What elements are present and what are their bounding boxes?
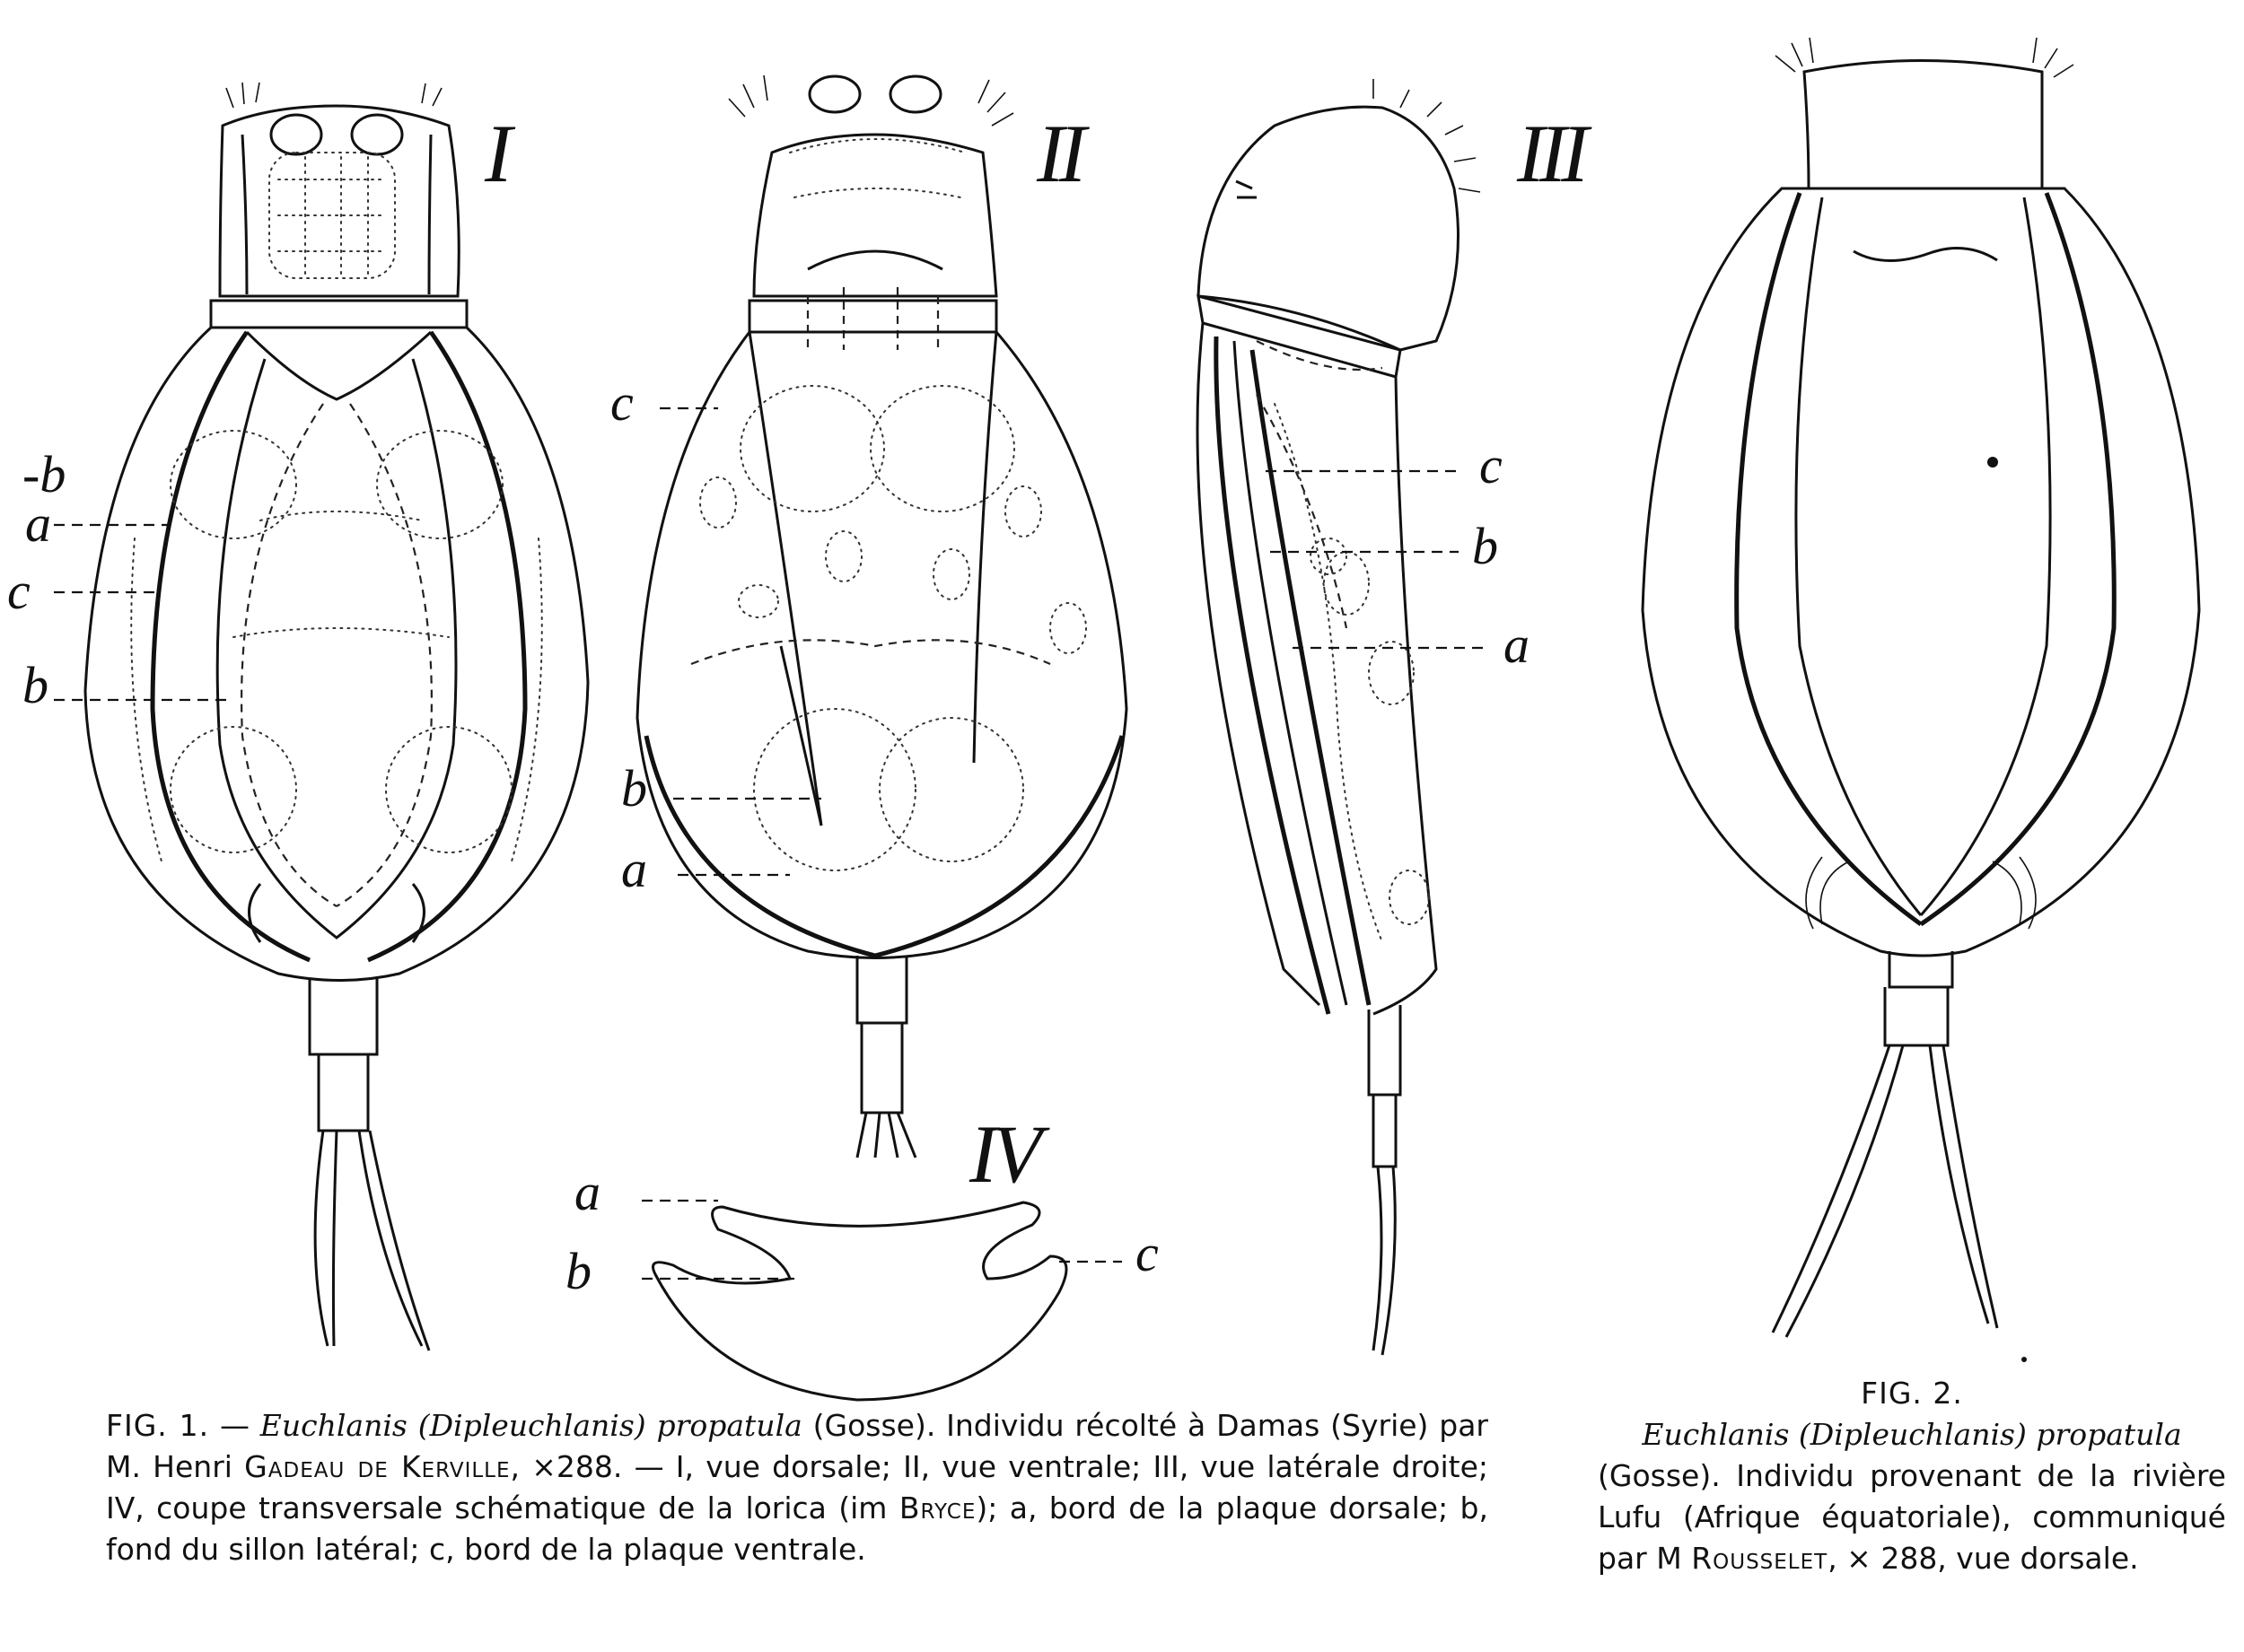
view-3-letter-a: a bbox=[1503, 616, 1530, 674]
view-2-label: II bbox=[1037, 108, 1082, 199]
view-4-letter-c: c bbox=[1135, 1224, 1159, 1282]
view-1-letter-b: b bbox=[22, 656, 48, 714]
view-2-ventral-drawing bbox=[637, 75, 1126, 1158]
view-4-letter-b: b bbox=[565, 1242, 592, 1300]
view-2-letter-c: c bbox=[610, 373, 634, 432]
caption-fig-1-collector: Gadeau de Kerville bbox=[244, 1449, 511, 1484]
view-4-letter-a: a bbox=[574, 1163, 600, 1221]
caption-fig-1-number: FIG. 1. bbox=[106, 1408, 210, 1443]
view-3-letter-c: c bbox=[1479, 436, 1503, 494]
view-1-dorsal-drawing bbox=[54, 83, 588, 1350]
view-4-label: IV bbox=[969, 1108, 1037, 1200]
view-2-letter-b: b bbox=[621, 759, 647, 817]
view-1-letter-minus-b: -b bbox=[22, 445, 66, 503]
view-4-cross-section-drawing bbox=[642, 1201, 1122, 1400]
caption-fig-2-person: Rousselet bbox=[1691, 1541, 1828, 1576]
caption-fig-2: FIG. 2. Euchlanis (Dipleuchlanis) propatula (Gosse). Individu provenant de la rivière Lufu (Afrique équatoriale), communiqué par M Rousselet, × 288, vue dorsale. bbox=[1598, 1373, 2226, 1579]
caption-fig-1-genus: Euchlanis bbox=[259, 1408, 408, 1443]
caption-fig-1: FIG. 1. — Euchlanis (Dipleuchlanis) propatula (Gosse). Individu récolté à Damas (Syrie) par M. Henri Gadeau de Kerville, ×288. — I, vue dorsale; II, vue ventrale; III, vue latérale droite; IV, coupe transversale schématique de la lorica (im Bryce); a, bord de la plaque dorsale; b, fond du sillon latéral; c, bord de la plaque ventrale. bbox=[106, 1408, 1488, 1567]
view-3-letter-b: b bbox=[1472, 517, 1498, 575]
fig-2-drawing bbox=[1643, 38, 2199, 1362]
view-2-letter-a: a bbox=[621, 840, 647, 898]
caption-fig-1-species: propatula bbox=[656, 1408, 802, 1443]
view-3-label: III bbox=[1517, 108, 1583, 199]
caption-fig-2-name: Euchlanis (Dipleuchlanis) propatula bbox=[1642, 1417, 2182, 1452]
view-1-label: I bbox=[485, 108, 507, 199]
view-1-letter-a: a bbox=[25, 494, 51, 553]
caption-fig-2-number: FIG. 2. bbox=[1861, 1376, 1963, 1411]
view-1-letter-c: c bbox=[7, 562, 31, 620]
caption-fig-1-legend: ); a, bord de la plaque dorsale; b, fond du sillon latéral; c, bord de la plaque ventrale. bbox=[106, 1490, 1488, 1567]
view-3-lateral-drawing bbox=[1197, 79, 1490, 1355]
